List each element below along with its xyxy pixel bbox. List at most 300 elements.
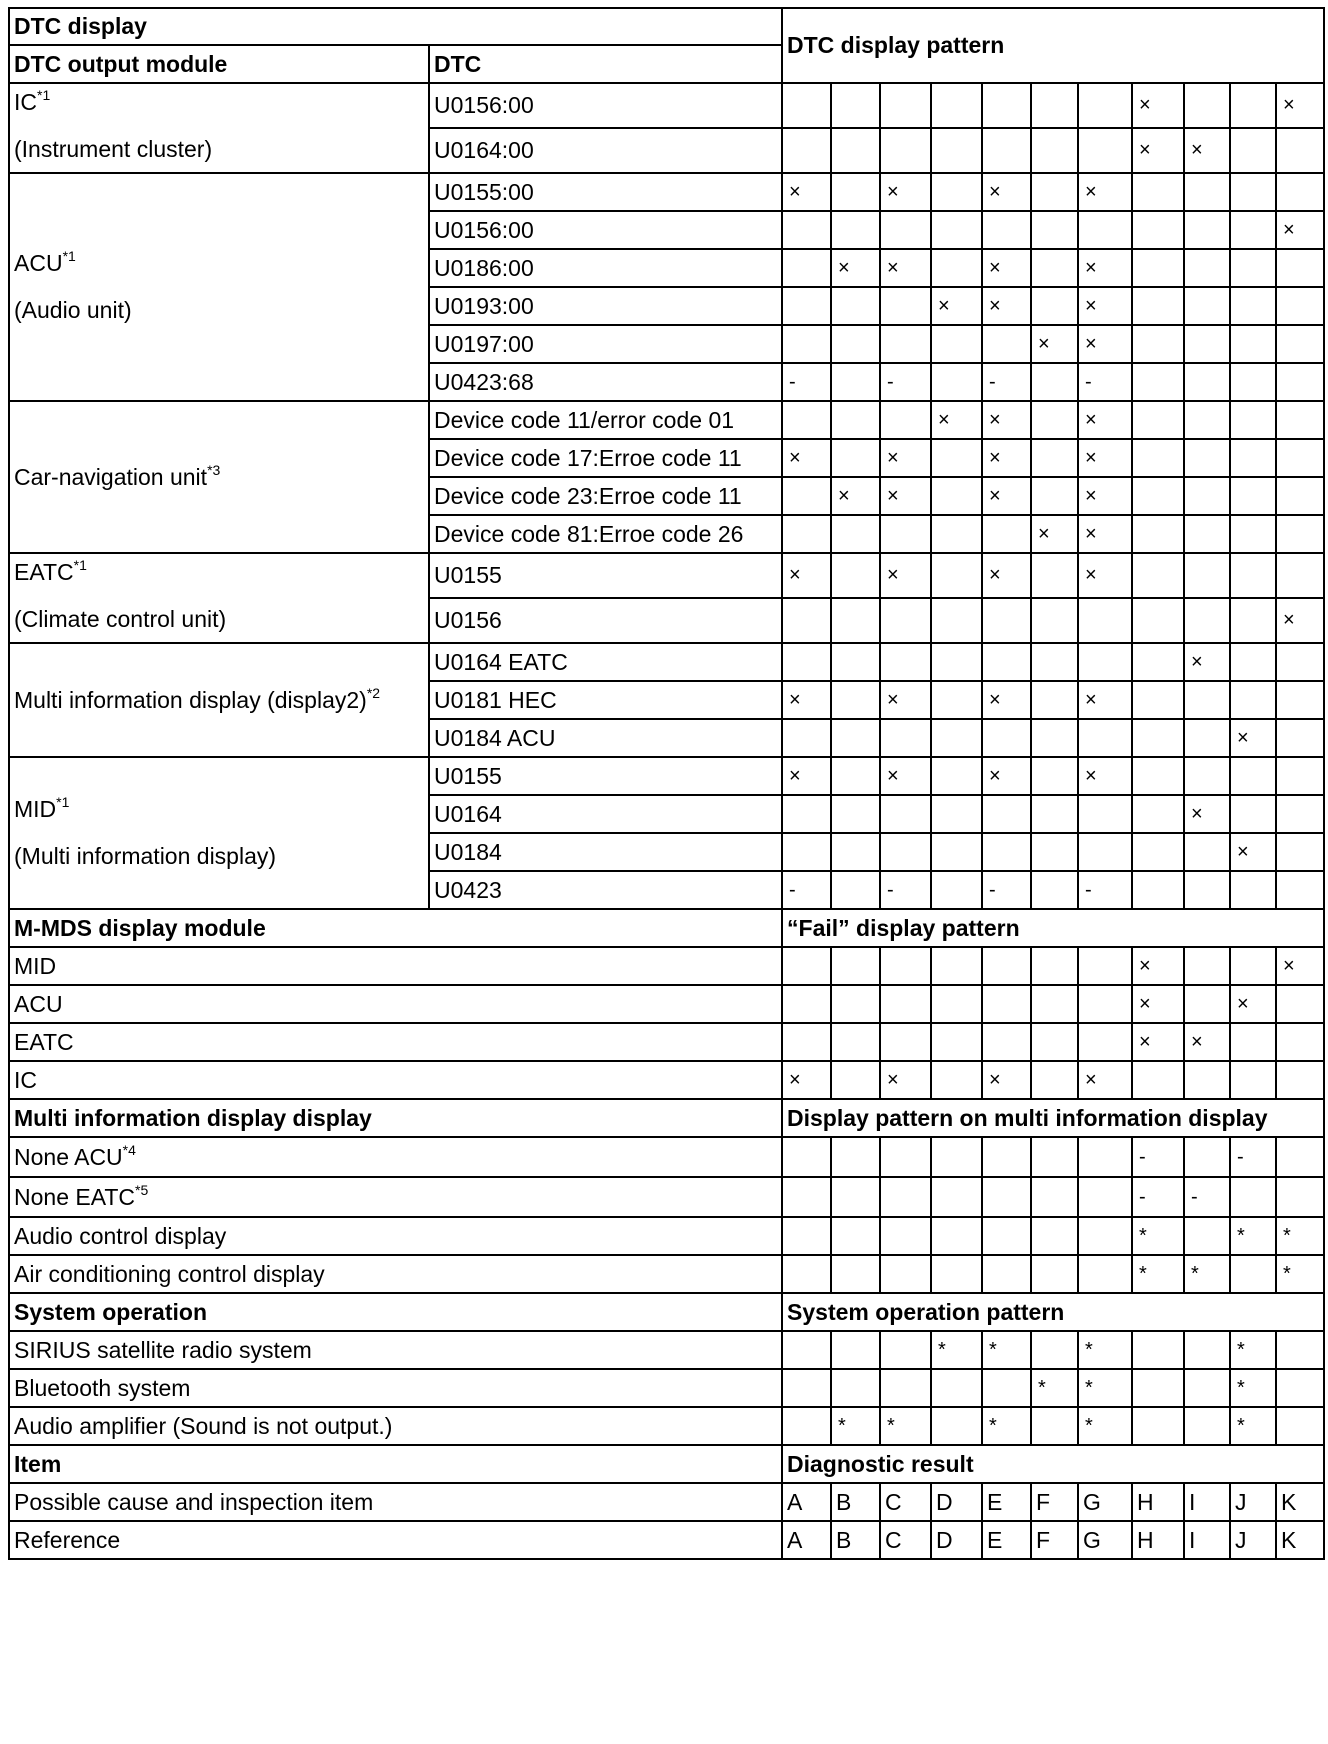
pattern-cell (1132, 1061, 1184, 1099)
pattern-mark: × (838, 484, 850, 507)
dtc-display-header (9, 8, 782, 45)
pattern-cell (1031, 1177, 1078, 1217)
pattern-cell (982, 1483, 1031, 1521)
pattern-cell (1184, 249, 1230, 287)
footnote-marker: *3 (207, 461, 221, 478)
pattern-cell (1184, 833, 1230, 871)
footnote-marker: *1 (37, 87, 51, 103)
pattern-mark: × (887, 764, 899, 787)
pattern-cell (1184, 985, 1230, 1023)
pattern-cell (831, 83, 880, 128)
pattern-cell (1031, 1483, 1078, 1521)
pattern-mark: - (789, 878, 796, 901)
pattern-cell (1230, 1407, 1276, 1445)
pattern-mark: × (887, 256, 899, 279)
pattern-mark: × (887, 484, 899, 507)
pattern-cell (982, 211, 1031, 249)
row-label: ACU (14, 990, 63, 1017)
pattern-cell (1230, 598, 1276, 643)
pattern-cell (831, 1137, 880, 1177)
pattern-cell (931, 515, 982, 553)
pattern-cell (831, 249, 880, 287)
pattern-cell (782, 1521, 831, 1559)
pattern-mark: × (887, 1068, 899, 1091)
pattern-cell (880, 83, 931, 128)
pattern-letter: B (836, 1526, 852, 1553)
section-pattern-title: Diagnostic result (787, 1450, 974, 1477)
pattern-cell (982, 401, 1031, 439)
pattern-mark: × (989, 564, 1001, 586)
pattern-cell (931, 1023, 982, 1061)
pattern-cell (931, 1483, 982, 1521)
pattern-cell (782, 598, 831, 643)
pattern-mark: × (1237, 726, 1249, 749)
pattern-cell (1184, 643, 1230, 681)
pattern-mark: × (1191, 139, 1203, 161)
dtc-code: U0164 (434, 800, 502, 827)
pattern-cell (880, 681, 931, 719)
pattern-cell (1031, 1369, 1078, 1407)
pattern-cell (880, 1255, 931, 1293)
pattern-cell (982, 681, 1031, 719)
module-cell (9, 553, 429, 643)
dtc-code: U0423:68 (434, 368, 534, 395)
pattern-cell (782, 287, 831, 325)
pattern-cell (982, 287, 1031, 325)
pattern-cell (1031, 719, 1078, 757)
pattern-cell (1078, 1483, 1132, 1521)
pattern-cell (782, 1483, 831, 1521)
pattern-letter: A (787, 1488, 803, 1515)
pattern-cell (1132, 439, 1184, 477)
pattern-cell (1230, 1483, 1276, 1521)
dtc-row (9, 83, 1324, 128)
dtc-code: U0156 (434, 607, 502, 633)
pattern-cell (1132, 1483, 1184, 1521)
pattern-cell (880, 985, 931, 1023)
pattern-cell (1276, 1023, 1324, 1061)
pattern-cell (1276, 871, 1324, 909)
pattern-mark: × (1283, 609, 1295, 631)
pattern-mark: - (989, 370, 996, 393)
pattern-cell (1276, 681, 1324, 719)
row-label-cell (9, 1217, 782, 1255)
pattern-mark: × (1085, 332, 1097, 355)
pattern-mark: × (887, 564, 899, 586)
section-left-header (9, 909, 782, 947)
pattern-cell (982, 871, 1031, 909)
pattern-cell (931, 1177, 982, 1217)
pattern-cell (1078, 173, 1132, 211)
pattern-cell (1132, 1407, 1184, 1445)
pattern-cell (1276, 325, 1324, 363)
dtc-code-cell (429, 128, 782, 173)
pattern-cell (1031, 173, 1078, 211)
dtc-code-cell (429, 681, 782, 719)
pattern-cell (1230, 249, 1276, 287)
pattern-cell (782, 211, 831, 249)
pattern-letter: B (836, 1488, 852, 1515)
pattern-cell (931, 325, 982, 363)
pattern-cell (931, 598, 982, 643)
module-description: (Climate control unit) (14, 606, 227, 632)
pattern-mark: - (1085, 370, 1092, 393)
pattern-cell (982, 1061, 1031, 1099)
dtc-code-cell (429, 173, 782, 211)
pattern-cell (931, 173, 982, 211)
pattern-cell (1031, 553, 1078, 598)
pattern-mark: × (989, 408, 1001, 431)
footnote-marker: *5 (135, 1181, 149, 1198)
pattern-cell (1078, 1521, 1132, 1559)
pattern-cell (1276, 719, 1324, 757)
pattern-letter: F (1036, 1488, 1051, 1515)
module-cell (9, 173, 429, 401)
pattern-mark: × (1085, 564, 1097, 586)
pattern-cell (880, 287, 931, 325)
module-name-line (14, 684, 424, 713)
pattern-cell (782, 795, 831, 833)
dtc-code-cell (429, 249, 782, 287)
row-label: Audio amplifier (Sound is not output.) (14, 1412, 393, 1439)
pattern-cell (982, 363, 1031, 401)
pattern-cell (1230, 1217, 1276, 1255)
pattern-cell (880, 553, 931, 598)
module-name-line (14, 461, 424, 490)
section-title: Multi information display display (14, 1104, 372, 1131)
pattern-cell (1184, 1217, 1230, 1255)
pattern-cell (782, 363, 831, 401)
pattern-cell (1078, 128, 1132, 173)
pattern-cell (1276, 83, 1324, 128)
pattern-cell (782, 871, 831, 909)
pattern-cell (1078, 681, 1132, 719)
pattern-cell (1031, 598, 1078, 643)
pattern-mark: × (1038, 332, 1050, 355)
pattern-cell (831, 795, 880, 833)
footnote-marker: *1 (62, 248, 76, 264)
pattern-cell (982, 1521, 1031, 1559)
pattern-letter: H (1137, 1526, 1154, 1553)
pattern-cell (831, 1521, 880, 1559)
pattern-cell (1184, 947, 1230, 985)
pattern-cell (1184, 83, 1230, 128)
module-cell (9, 643, 429, 757)
pattern-cell (1184, 211, 1230, 249)
pattern-mark: × (989, 256, 1001, 279)
pattern-cell (831, 439, 880, 477)
pattern-cell (1031, 1023, 1078, 1061)
pattern-cell (1276, 363, 1324, 401)
pattern-cell (831, 477, 880, 515)
pattern-cell (982, 947, 1031, 985)
pattern-cell (1276, 1369, 1324, 1407)
pattern-mark: * (1237, 1414, 1245, 1437)
pattern-letter: C (885, 1526, 902, 1553)
pattern-cell (1276, 1407, 1324, 1445)
pattern-cell (1230, 757, 1276, 795)
pattern-mark: × (789, 764, 801, 787)
row-label: None EATC (14, 1183, 136, 1210)
pattern-cell (1276, 553, 1324, 598)
pattern-cell (1184, 1137, 1230, 1177)
pattern-cell (1078, 1217, 1132, 1255)
pattern-cell (1230, 325, 1276, 363)
pattern-cell (1031, 833, 1078, 871)
pattern-cell (1230, 681, 1276, 719)
row-label-cell (9, 947, 782, 985)
section-row (9, 1255, 1324, 1293)
pattern-cell (982, 598, 1031, 643)
pattern-cell (831, 1255, 880, 1293)
pattern-cell (1031, 947, 1078, 985)
dtc-code-cell (429, 871, 782, 909)
pattern-mark: × (1085, 446, 1097, 469)
pattern-mark: * (1237, 1376, 1245, 1399)
pattern-cell (782, 833, 831, 871)
section-header-row (9, 1293, 1324, 1331)
pattern-cell (880, 249, 931, 287)
pattern-cell (1184, 553, 1230, 598)
section-right-header (782, 1293, 1324, 1331)
pattern-letter: G (1083, 1488, 1101, 1515)
pattern-cell (1132, 1255, 1184, 1293)
dtc-code: Device code 17:Erroe code 11 (434, 444, 742, 471)
pattern-mark: * (938, 1338, 946, 1361)
pattern-cell (1276, 985, 1324, 1023)
dtc-row (9, 757, 1324, 795)
pattern-cell (1132, 363, 1184, 401)
dtc-code: U0156:00 (434, 92, 534, 118)
dtc-code-cell (429, 795, 782, 833)
pattern-mark: × (838, 256, 850, 279)
pattern-cell (1230, 719, 1276, 757)
pattern-mark: × (989, 764, 1001, 787)
dtc-code: U0156:00 (434, 216, 534, 243)
section-row (9, 1331, 1324, 1369)
module-name: IC (14, 89, 37, 115)
section-row (9, 947, 1324, 985)
pattern-cell (1031, 1255, 1078, 1293)
module-name-line (14, 557, 424, 585)
module-name: MID (14, 796, 57, 822)
pattern-cell (1276, 947, 1324, 985)
pattern-cell (782, 1023, 831, 1061)
row-label-cell (9, 1483, 782, 1521)
pattern-cell (831, 719, 880, 757)
pattern-cell (880, 643, 931, 681)
pattern-cell (1230, 795, 1276, 833)
module-description: (Instrument cluster) (14, 136, 213, 162)
pattern-cell (1132, 719, 1184, 757)
pattern-cell (982, 83, 1031, 128)
module-name: Car-navigation unit (14, 463, 208, 490)
pattern-cell (1184, 325, 1230, 363)
pattern-mark: * (838, 1414, 846, 1437)
pattern-cell (831, 833, 880, 871)
pattern-mark: * (1139, 1262, 1147, 1285)
pattern-cell (782, 681, 831, 719)
pattern-cell (931, 1217, 982, 1255)
pattern-cell (782, 83, 831, 128)
pattern-cell (1078, 833, 1132, 871)
pattern-mark: × (1283, 218, 1295, 241)
dtc-output-module-header (9, 45, 429, 83)
pattern-cell (931, 401, 982, 439)
pattern-cell (831, 363, 880, 401)
pattern-cell (880, 401, 931, 439)
pattern-cell (1031, 985, 1078, 1023)
pattern-cell (931, 83, 982, 128)
pattern-cell (982, 1369, 1031, 1407)
dtc-code: U0164 EATC (434, 648, 568, 675)
pattern-cell (931, 795, 982, 833)
pattern-mark: - (887, 878, 894, 901)
pattern-cell (1132, 757, 1184, 795)
row-label: Audio control display (14, 1222, 227, 1249)
pattern-cell (1031, 439, 1078, 477)
pattern-mark: × (1085, 256, 1097, 279)
pattern-cell (782, 1255, 831, 1293)
pattern-cell (1078, 1369, 1132, 1407)
pattern-cell (1184, 719, 1230, 757)
pattern-cell (1031, 1407, 1078, 1445)
pattern-cell (880, 1483, 931, 1521)
dtc-code-cell (429, 643, 782, 681)
pattern-cell (782, 1331, 831, 1369)
pattern-cell (1276, 1217, 1324, 1255)
row-label: None ACU (14, 1143, 123, 1170)
pattern-cell (880, 363, 931, 401)
pattern-cell (880, 1331, 931, 1369)
pattern-cell (831, 1483, 880, 1521)
pattern-cell (1230, 515, 1276, 553)
pattern-cell (1132, 985, 1184, 1023)
dtc-column-header (429, 45, 782, 83)
dtc-row (9, 553, 1324, 598)
dtc-display-title: DTC display (14, 13, 147, 39)
pattern-mark: * (1038, 1376, 1046, 1399)
pattern-cell (880, 719, 931, 757)
pattern-cell (1230, 947, 1276, 985)
section-row (9, 1521, 1324, 1559)
pattern-cell (1184, 1521, 1230, 1559)
pattern-cell (1276, 1177, 1324, 1217)
pattern-cell (1230, 1061, 1276, 1099)
pattern-mark: × (989, 484, 1001, 507)
row-label-cell (9, 1255, 782, 1293)
pattern-cell (831, 643, 880, 681)
dtc-code-cell (429, 757, 782, 795)
dtc-code: U0155 (434, 762, 502, 789)
pattern-cell (931, 719, 982, 757)
pattern-cell (1078, 363, 1132, 401)
pattern-mark: × (1191, 802, 1203, 825)
module-name-line (14, 794, 424, 822)
section-right-header (782, 1099, 1324, 1137)
pattern-cell (1132, 795, 1184, 833)
pattern-cell (880, 1369, 931, 1407)
pattern-cell (1184, 1331, 1230, 1369)
pattern-mark: * (1085, 1414, 1093, 1437)
pattern-cell (831, 287, 880, 325)
pattern-mark: - (1139, 1145, 1146, 1168)
dtc-output-module-title: DTC output module (14, 50, 228, 77)
pattern-mark: * (1085, 1376, 1093, 1399)
section-row (9, 1177, 1324, 1217)
pattern-cell (1184, 173, 1230, 211)
pattern-mark: - (1237, 1145, 1244, 1168)
pattern-cell (1132, 128, 1184, 173)
pattern-mark: × (1085, 484, 1097, 507)
pattern-cell (880, 477, 931, 515)
footnote-marker: *4 (122, 1141, 136, 1158)
pattern-mark: * (1283, 1224, 1291, 1247)
pattern-cell (982, 249, 1031, 287)
section-header-row (9, 909, 1324, 947)
module-description: (Multi information display) (14, 843, 277, 869)
row-label: IC (14, 1066, 37, 1093)
pattern-cell (782, 401, 831, 439)
pattern-cell (1078, 249, 1132, 287)
section-title: System operation (14, 1298, 207, 1325)
section-row (9, 1023, 1324, 1061)
pattern-cell (1184, 439, 1230, 477)
pattern-mark: × (1283, 954, 1295, 977)
pattern-cell (1276, 249, 1324, 287)
pattern-mark: * (887, 1414, 895, 1437)
pattern-cell (931, 249, 982, 287)
pattern-mark: × (989, 1068, 1001, 1091)
pattern-cell (782, 553, 831, 598)
pattern-cell (931, 833, 982, 871)
pattern-cell (1276, 1521, 1324, 1559)
pattern-cell (880, 795, 931, 833)
pattern-letter: E (987, 1526, 1003, 1553)
pattern-letter: I (1189, 1526, 1196, 1553)
pattern-cell (1031, 515, 1078, 553)
pattern-mark: × (789, 446, 801, 469)
pattern-mark: × (1283, 94, 1295, 116)
pattern-cell (782, 947, 831, 985)
pattern-cell (982, 833, 1031, 871)
section-right-header (782, 909, 1324, 947)
pattern-cell (1276, 1255, 1324, 1293)
dtc-code: Device code 11/error code 01 (434, 406, 735, 433)
pattern-mark: × (887, 688, 899, 711)
pattern-cell (1132, 833, 1184, 871)
pattern-mark: × (1085, 408, 1097, 431)
pattern-cell (1230, 1255, 1276, 1293)
pattern-cell (1230, 287, 1276, 325)
pattern-mark: × (1139, 94, 1151, 116)
row-label-cell (9, 1331, 782, 1369)
pattern-mark: × (938, 294, 950, 317)
pattern-cell (880, 325, 931, 363)
pattern-cell (1230, 643, 1276, 681)
pattern-mark: * (1237, 1224, 1245, 1247)
pattern-cell (1078, 401, 1132, 439)
pattern-cell (1184, 795, 1230, 833)
section-row (9, 1483, 1324, 1521)
pattern-cell (880, 515, 931, 553)
module-cell (9, 757, 429, 909)
pattern-cell (1078, 795, 1132, 833)
dtc-code-cell (429, 83, 782, 128)
dtc-code: U0184 ACU (434, 724, 556, 751)
pattern-cell (880, 1023, 931, 1061)
dtc-code: U0193:00 (434, 292, 534, 319)
